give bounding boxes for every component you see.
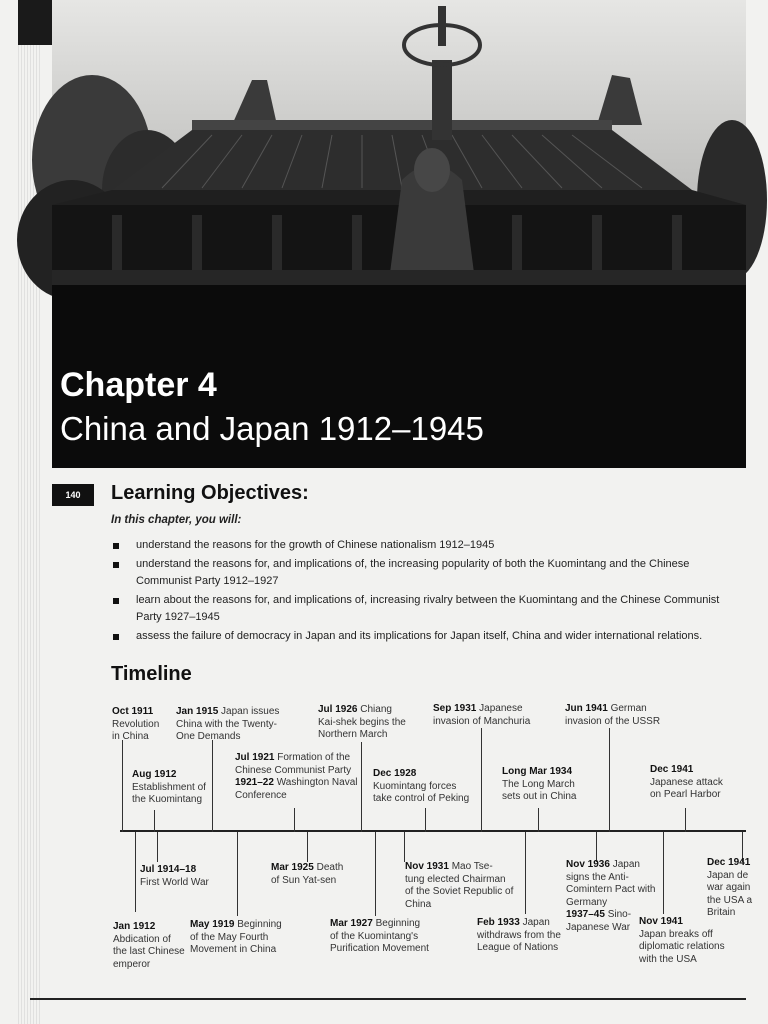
tick-oct1911 bbox=[122, 740, 123, 832]
chapter-number: Chapter 4 bbox=[60, 366, 217, 404]
chapter-title: China and Japan 1912–1945 bbox=[60, 410, 484, 447]
event-nov1941: Nov 1941 Japan breaks off diplomatic relations with the USA bbox=[639, 916, 725, 965]
tick-jan1912 bbox=[135, 832, 136, 912]
learning-objectives-heading: Learning Objectives: bbox=[111, 482, 309, 504]
tick-feb1933 bbox=[525, 832, 526, 914]
event-dec1928: Dec 1928 Kuomintang forces take control of Peking bbox=[373, 768, 470, 804]
event-dec1941-declares-war: Dec 1941 Japan de war again the USA a Britain bbox=[707, 857, 753, 918]
objective-text: understand the reasons for, and implications of, the increasing popularity of both the Kuomintang and the Chinese bbox=[136, 557, 690, 570]
timeline-heading: Timeline bbox=[111, 663, 192, 685]
tick-jul1921 bbox=[294, 808, 295, 832]
page-corner-shadow bbox=[18, 0, 52, 45]
learning-objectives-list bbox=[111, 537, 741, 646]
event-sep1931: Sep 1931 Japanese invasion of Manchuria bbox=[433, 703, 531, 727]
event-mar1925: Mar 1925 Death of Sun Yat-sen bbox=[271, 862, 344, 886]
event-jul1921: Jul 1921 Formation of the Chinese Communist Party 1921–22 Washington Naval Conference bbox=[235, 752, 358, 801]
event-mar1927: Mar 1927 Beginning of the Kuomintang's Purification Movement bbox=[330, 918, 429, 954]
event-jul1926: Jul 1926 Chiang Kai-shek begins the Northern March bbox=[318, 704, 406, 740]
list-item bbox=[111, 537, 741, 555]
tick-nov1941 bbox=[663, 832, 664, 914]
event-oct1911: Oct 1911 Revolution in China bbox=[112, 706, 160, 742]
tick-longmar1934 bbox=[538, 808, 539, 832]
tick-mar1927 bbox=[375, 832, 376, 916]
tick-aug1912 bbox=[154, 810, 155, 832]
timeline-axis bbox=[120, 830, 746, 832]
objective-text: understand the reasons for the growth of Chinese nationalism 1912–1945 bbox=[136, 539, 495, 551]
list-item bbox=[111, 592, 741, 627]
bullet-icon bbox=[113, 543, 119, 549]
event-jun1941: Jun 1941 German invasion of the USSR bbox=[565, 703, 661, 727]
event-nov1936: Nov 1936 Japan signs the Anti- Comintern Pact with Germany 1937–45 Sino- Japanese War bbox=[566, 859, 656, 933]
event-jan1912: Jan 1912 Abdication of the last Chinese emperor bbox=[113, 921, 185, 970]
objective-text: assess the failure of democracy in Japan and its implications for Japan itself, China and wider international relations. bbox=[136, 629, 703, 642]
event-may1919: May 1919 Beginning of the May Fourth Movement in China bbox=[190, 919, 282, 955]
objective-text-cont: Party 1927–1945 bbox=[136, 611, 220, 623]
tick-sep1931 bbox=[481, 728, 482, 832]
tick-jun1941 bbox=[609, 728, 610, 832]
tick-jan1915 bbox=[212, 740, 213, 832]
event-longmar1934: Long Mar 1934 The Long March sets out in China bbox=[502, 766, 577, 802]
list-item bbox=[111, 628, 741, 646]
event-nov1931: Nov 1931 Mao Tse- tung elected Chairman of the Soviet Republic of China bbox=[405, 861, 514, 910]
list-item bbox=[111, 556, 741, 591]
tick-mar1925 bbox=[307, 832, 308, 862]
page-number: 140 bbox=[52, 484, 94, 506]
tick-jul1914 bbox=[157, 832, 158, 862]
tick-nov1936 bbox=[596, 832, 597, 862]
bullet-icon bbox=[113, 634, 119, 640]
event-jan1915: Jan 1915 Japan issues China with the Twenty- One Demands bbox=[176, 706, 280, 742]
tick-nov1931 bbox=[404, 832, 405, 862]
tick-dec1941a bbox=[685, 808, 686, 832]
bullet-icon bbox=[113, 598, 119, 604]
learning-objectives-intro: In this chapter, you will: bbox=[111, 514, 242, 526]
objective-text: learn about the reasons for, and implications of, increasing rivalry between the Kuomintang and the Chinese Communist bbox=[136, 593, 720, 606]
bullet-icon bbox=[113, 562, 119, 568]
tick-jul1926 bbox=[361, 742, 362, 832]
objective-text-cont: Communist Party 1912–1927 bbox=[136, 575, 279, 587]
event-feb1933: Feb 1933 Japan withdraws from the League of Nations bbox=[477, 917, 561, 953]
tick-dec1928 bbox=[425, 808, 426, 832]
page-bottom-rule bbox=[30, 998, 746, 1000]
event-dec1941-pearl-harbor: Dec 1941 Japanese attack on Pearl Harbor bbox=[650, 764, 723, 800]
event-aug1912: Aug 1912 Establishment of the Kuomintang bbox=[132, 769, 206, 805]
tick-may1919 bbox=[237, 832, 238, 916]
event-jul1914: Jul 1914–18 First World War bbox=[140, 864, 209, 888]
